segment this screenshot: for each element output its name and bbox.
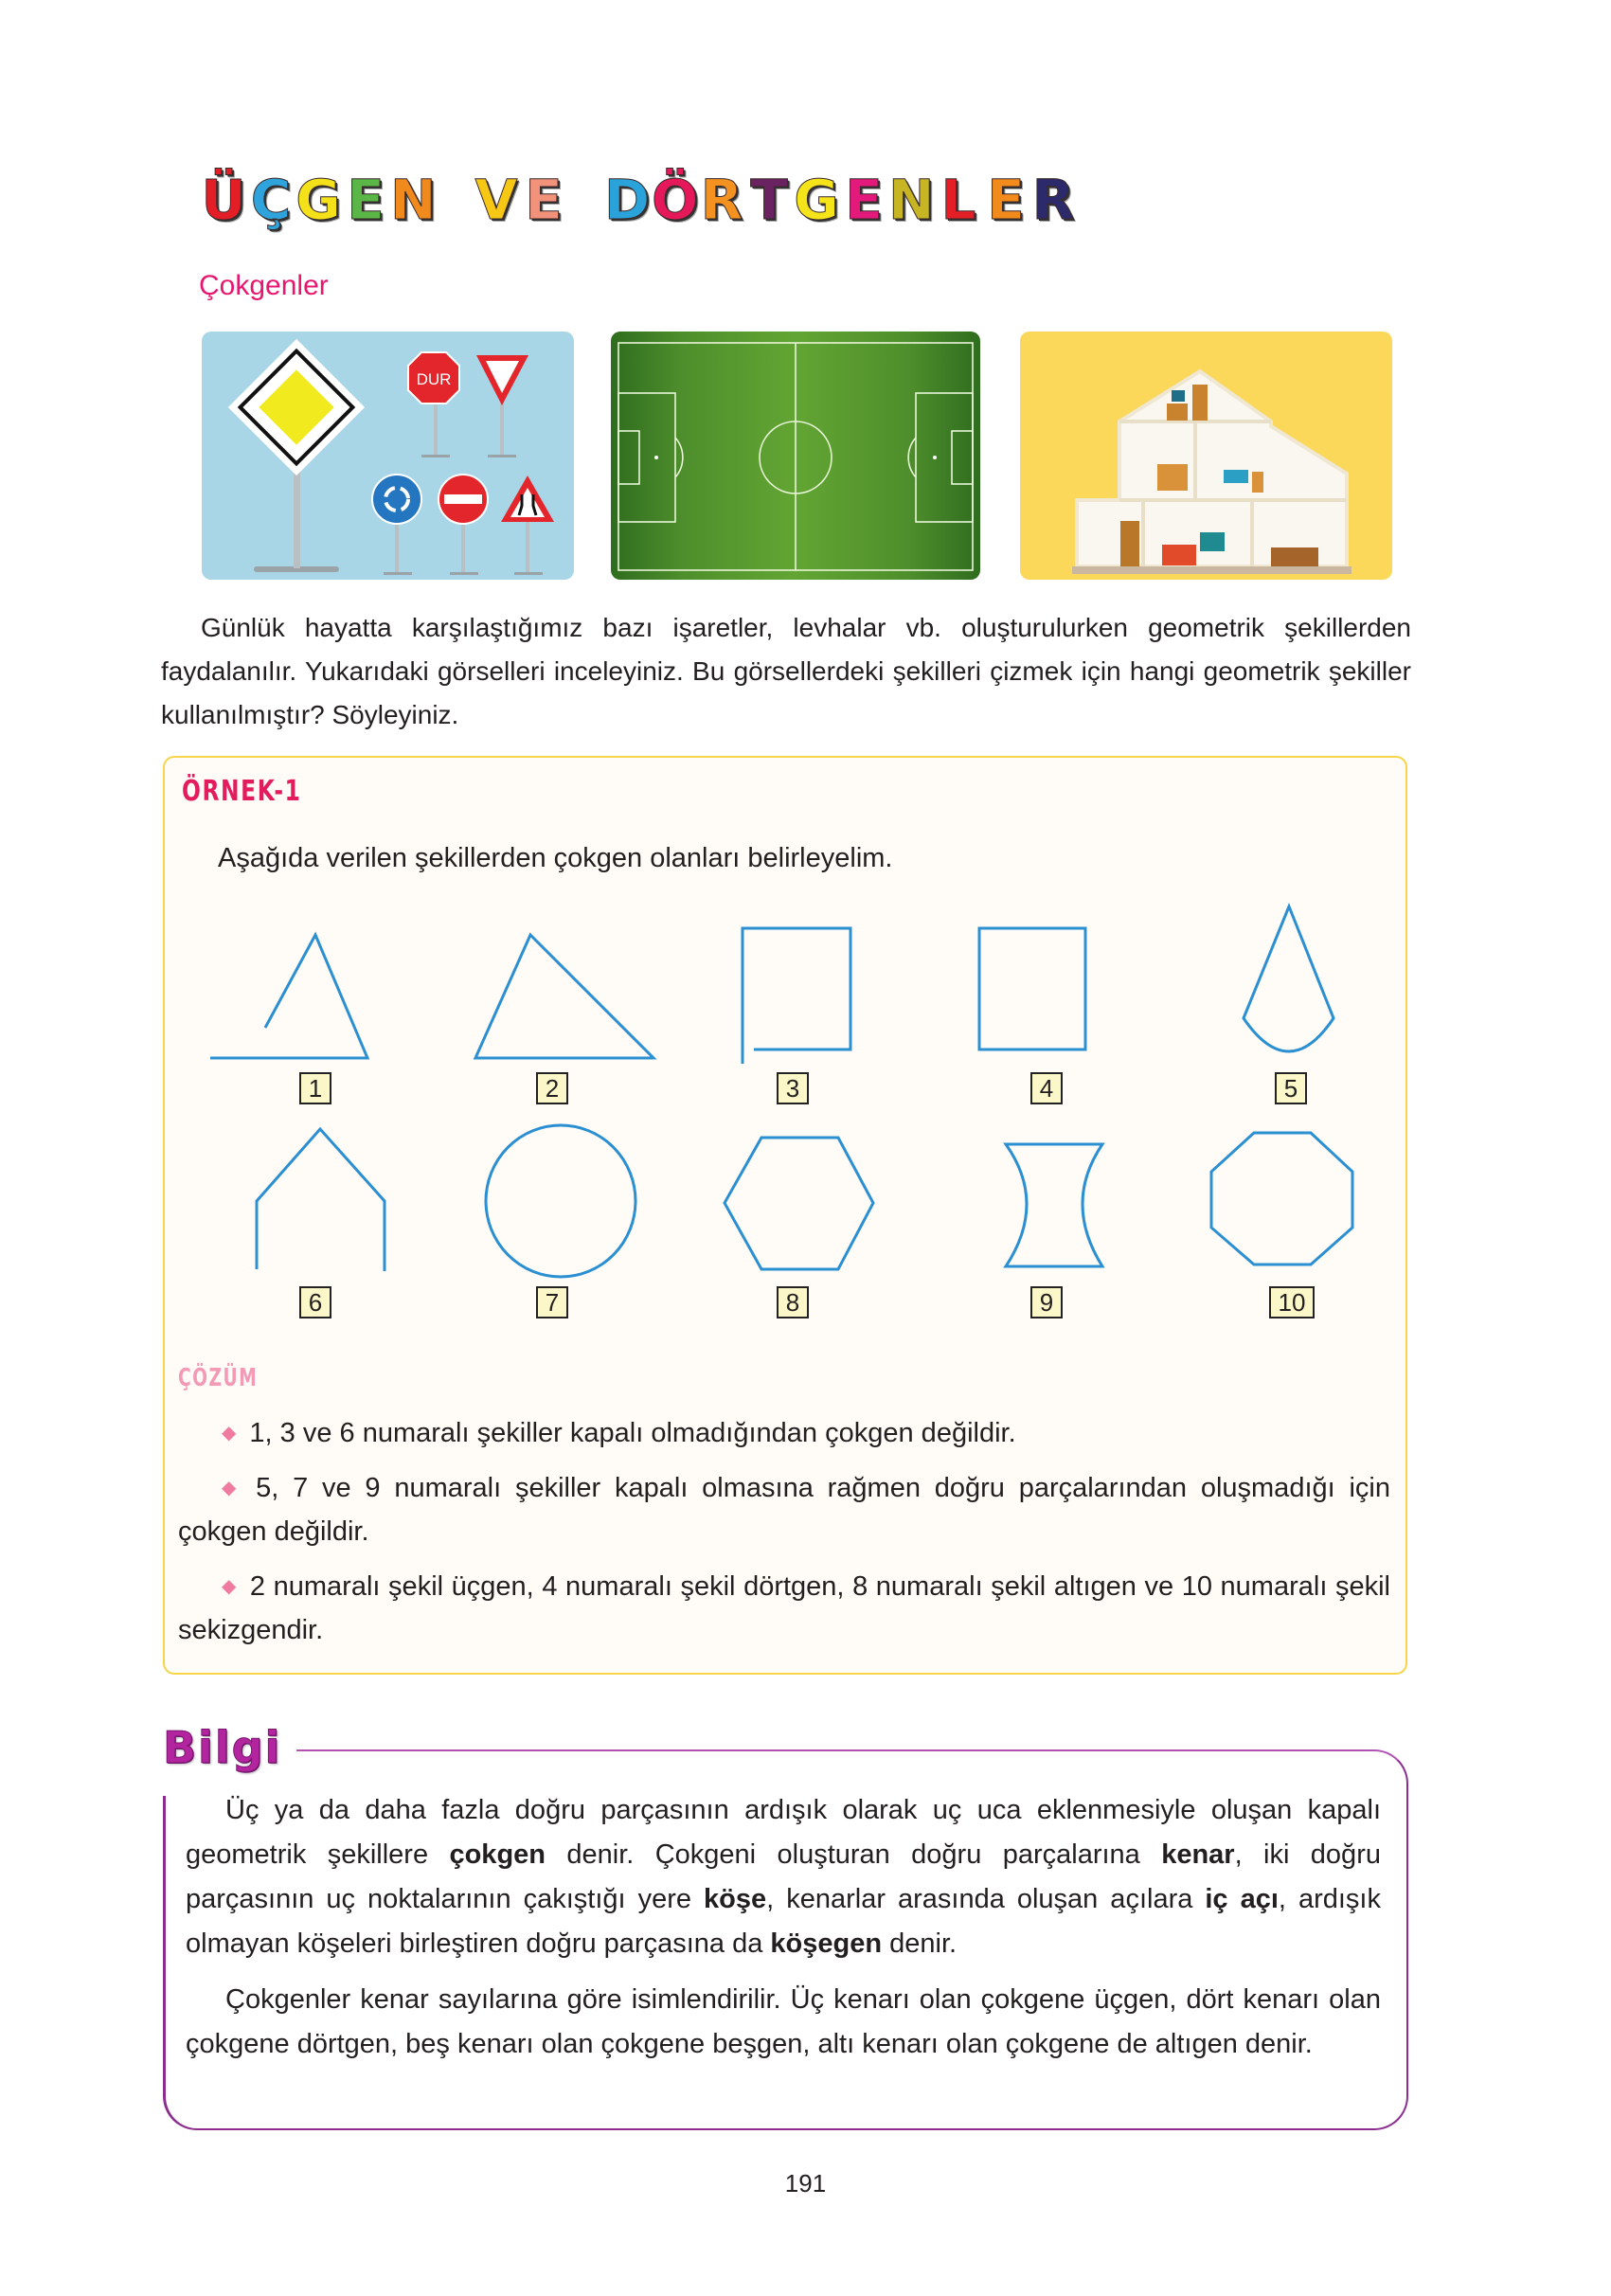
title-word [604, 168, 1078, 232]
diamond-bullet-icon: ◆ [222, 1576, 237, 1597]
page-number: 191 [784, 2169, 827, 2197]
shape-number-4: 4 [1030, 1072, 1063, 1104]
title-letter: D [604, 168, 653, 232]
info-label: Bilgi [163, 1722, 282, 1773]
title-letter: L [940, 168, 978, 232]
shape-number-3: 3 [777, 1072, 809, 1104]
text-run: , ardışık olmayan köşeleri birleştiren doğru parçasına da [186, 1884, 1381, 1959]
example-question: Aşağıda verilen şekillerden çokgen olanları belirleyelim. [218, 843, 893, 873]
shape-7-ellipse [483, 1122, 644, 1288]
title-letter: E [525, 168, 564, 232]
shape-1-open-triangle [208, 924, 407, 1070]
shape-number-1: 1 [299, 1072, 331, 1104]
traffic-signs-image [202, 332, 574, 580]
solution-list [178, 1411, 1390, 1652]
shape-6-open-pentagon [254, 1127, 396, 1283]
intro-paragraph: Günlük hayatta karşılaştığımız bazı işaretler, levhalar vb. oluşturulurken geometrik şekillerden faydalanılır. Yukarıdaki görselleri inceleyiniz. Bu görsellerdeki şekilleri çizmek için hangi geometrik şekiller kullanılmıştır? Söyleyiniz. [161, 613, 1411, 729]
shape-10-octagon [1208, 1130, 1360, 1277]
title-letter: T [750, 168, 790, 232]
info-paragraph-definition [186, 1788, 1381, 1966]
title-letter: E [987, 168, 1027, 232]
shape-2-triangle [474, 924, 663, 1070]
title-letter: R [700, 168, 745, 232]
title-letter: Ö [652, 168, 701, 232]
key-term: köşe [704, 1884, 767, 1914]
shape-number-6: 6 [299, 1286, 331, 1318]
text-run: , iki doğru parçasının uç noktalarının çakıştığı yere [186, 1839, 1381, 1914]
title-letter: G [794, 168, 841, 232]
title-letter: Ü [201, 168, 248, 232]
shape-3-open-square [741, 926, 864, 1073]
title-letter: E [347, 168, 386, 232]
solution-item: ◆ 1, 3 ve 6 numaralı şekiller kapalı olmadığından çokgen değildir. [222, 1418, 1016, 1448]
text-run: denir. Çokgeni oluşturan doğru parçalarına [546, 1839, 1162, 1870]
shape-number-8: 8 [777, 1286, 809, 1318]
chapter-title [201, 167, 1114, 233]
svg-text:DUR: DUR [416, 370, 452, 388]
text-run: Üç ya da daha fazla doğru parçasının ardışık olarak uç uca eklenmesiyle oluşan kapalı geometrik şekillere [186, 1795, 1381, 1870]
shape-4-square [977, 926, 1091, 1064]
shape-number-2: 2 [536, 1072, 568, 1104]
shape-number-7: 7 [536, 1286, 568, 1318]
shape-5-cone-sector [1241, 905, 1335, 1070]
solution-item: ◆ 2 numaralı şekil üçgen, 4 numaralı şekil dörtgen, 8 numaralı şekil altıgen ve 10 numaralı şekil sekizgendir. [178, 1571, 1390, 1645]
shape-number-5: 5 [1275, 1072, 1307, 1104]
shape-8-hexagon [722, 1135, 883, 1282]
key-term: iç açı [1205, 1884, 1279, 1914]
title-letter: R [1031, 168, 1077, 232]
info-text [186, 1788, 1381, 2067]
text-run: denir. [882, 1928, 958, 1959]
solution-label: ÇÖZÜM [178, 1364, 259, 1392]
diamond-bullet-icon: ◆ [222, 1478, 243, 1498]
title-word [474, 168, 568, 232]
title-letter: V [474, 168, 520, 232]
key-term: köşegen [770, 1928, 883, 1959]
title-letter: N [390, 168, 439, 232]
shape-9-concave-quad [1002, 1141, 1106, 1279]
title-letter: E [845, 168, 885, 232]
diamond-bullet-icon: ◆ [222, 1423, 237, 1444]
title-word [201, 168, 439, 232]
title-letter: N [888, 168, 937, 232]
football-field-image [611, 332, 980, 580]
solution-item: ◆ 5, 7 ve 9 numaralı şekiller kapalı olmasına rağmen doğru parçalarından oluşmadığı için çokgen değildir. [178, 1473, 1390, 1547]
house-cross-section-image [1020, 332, 1392, 580]
shape-number-9: 9 [1030, 1286, 1063, 1318]
title-letter: Ç [250, 168, 294, 232]
text-run: , kenarlar arasında oluşan açılara [766, 1884, 1206, 1914]
key-term: çokgen [449, 1839, 546, 1870]
key-term: kenar [1161, 1839, 1235, 1870]
section-subtitle: Çokgenler [199, 270, 329, 301]
shape-number-10: 10 [1269, 1286, 1315, 1318]
info-paragraph-naming: Çokgenler kenar sayılarına göre isimlendirilir. Üç kenarı olan çokgene üçgen, dört kenarı olan çokgene dörtgen, beş kenarı olan çokgene beşgen, altı kenarı olan çokgene de altıgen denir. [186, 1984, 1381, 2059]
title-letter: G [295, 168, 343, 232]
example-label: ÖRNEK-1 [182, 775, 302, 808]
